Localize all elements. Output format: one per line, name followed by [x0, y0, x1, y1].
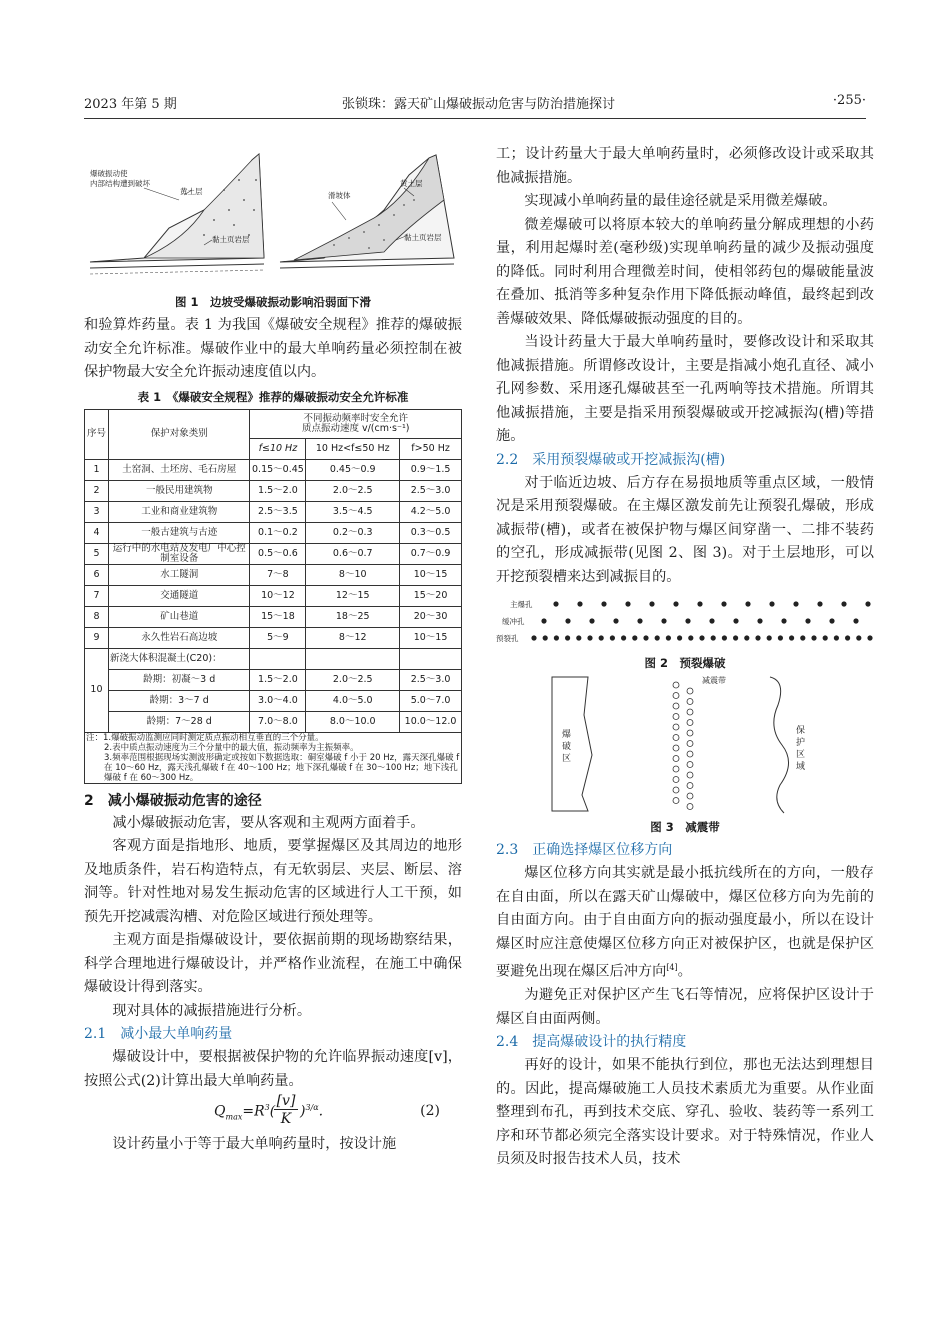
fig3-zone2-char2: 护: [796, 738, 806, 748]
section-2-heading: 2 减小爆破振动危害的途径: [84, 792, 262, 809]
borehole-dot: [769, 601, 774, 606]
fig3-zone1-char1: 爆: [562, 730, 572, 740]
borehole-dot: [829, 618, 834, 623]
borehole-dot: [841, 601, 846, 606]
eq-dot: .: [318, 1103, 324, 1120]
th-group-line1: 不同振动频率时安全允许: [303, 412, 408, 424]
borehole-dot: [699, 635, 704, 640]
borehole-dot: [845, 635, 850, 640]
left-paragraph-7: 设计药量小于等于最大单响药量时，按设计施: [112, 1136, 397, 1152]
borehole-dot: [755, 635, 760, 640]
eq-numerator: [v]: [274, 1093, 298, 1110]
table-cell: 9: [85, 627, 109, 648]
table-cell: 水工隧洞: [108, 564, 250, 585]
borehole-dot: [867, 635, 872, 640]
table-cell: 交通隧道: [108, 585, 250, 606]
empty-hole: [687, 804, 693, 810]
borehole-dot: [745, 601, 750, 606]
figure-2-drawing: [496, 593, 874, 651]
table-cell: 7.0～8.0: [250, 711, 306, 732]
borehole-dot: [856, 635, 861, 640]
borehole-dot: [733, 635, 738, 640]
borehole-dot: [637, 618, 642, 623]
eq-denominator: K: [280, 1111, 292, 1127]
table-cell: 0.45～0.9: [306, 459, 400, 480]
eq-number: (2): [420, 1103, 440, 1119]
empty-hole: [673, 703, 679, 709]
th-freq-high: f>50 Hz: [400, 438, 462, 459]
borehole-dot: [823, 635, 828, 640]
empty-hole: [673, 714, 679, 720]
left-paragraph-1: 和验算炸药量。表 1 为我国《爆破安全规程》推荐的爆破振动安全允许标准。爆破作业中的最大单响药量必须控制在被保护物最大安全允许振动速度值以内。: [84, 317, 462, 380]
table-cell: 1: [85, 459, 109, 480]
table-cell: 一般古建筑与古迹: [108, 522, 250, 543]
borehole-dot: [543, 635, 548, 640]
fig3-zone1-char2: 破: [562, 742, 572, 752]
borehole-dot: [817, 601, 822, 606]
right-paragraph-6-text: 爆区位移方向其实就是最小抵抗线所在的方向，一般存在自由面，所以在露天矿山爆破中，爆区位移方向为先前的自由面方向。由于自由面方向的振动强度最小，所以在设计爆区时应注意使爆区位移方向正对被保护区，也就是保护区要避免出现在爆区后冲方向: [496, 865, 874, 980]
table-cell: 2: [85, 480, 109, 501]
borehole-dot: [744, 635, 749, 640]
borehole-dot: [643, 635, 648, 640]
table-cell: 0.9～1.5: [400, 459, 462, 480]
right-paragraph-4: 当设计药量大于最大单响药量时，要修改设计和采取其他减振措施。所谓修改设计，主要是指减小炮孔直径、减小孔网参数、采用逐孔爆破甚至一孔两响等技术措施。所谓其他减振措施，主要是指采用预裂爆破或开挖减振沟(槽)等措施。: [496, 334, 874, 444]
empty-hole: [687, 772, 693, 778]
page-number: ·255·: [832, 93, 866, 108]
empty-hole: [673, 777, 679, 783]
right-paragraph-7: 为避免正对保护区产生飞石等情况，应将保护区设计于爆区自由面两侧。: [496, 987, 874, 1027]
figure-2: [496, 593, 874, 651]
table-cell: 4.2～5.0: [400, 501, 462, 522]
empty-hole: [673, 682, 679, 688]
borehole-dot: [778, 635, 783, 640]
citation-4[interactable]: [4]: [666, 963, 678, 972]
empty-hole: [687, 709, 693, 715]
table-note-2: 2.表中质点振动速度为三个分量中的最大值，振动频率为主振频率。: [104, 742, 359, 753]
table-row: [85, 627, 462, 648]
table-cell: 8～12: [306, 627, 400, 648]
table-cell: 工业和商业建筑物: [108, 501, 250, 522]
table-cell: 6: [85, 564, 109, 585]
table-cell: 7: [85, 585, 109, 606]
table-cell: 3.0～4.0: [250, 690, 306, 711]
table-cell: 3.5～4.5: [306, 501, 400, 522]
running-header: [84, 93, 866, 117]
borehole-dot: [834, 635, 839, 640]
row10-sub2-obj: 龄期：3～7 d: [108, 690, 250, 711]
borehole-dot: [610, 635, 615, 640]
table-cell: 8: [85, 606, 109, 627]
empty-hole: [687, 783, 693, 789]
table-cell: 0.2～0.3: [306, 522, 400, 543]
table-cell: 12～15: [306, 585, 400, 606]
fig1-left-panel: [90, 154, 264, 274]
borehole-dot: [632, 635, 637, 640]
table-cell: 20～30: [400, 606, 462, 627]
eq-pow: 3: [264, 1103, 270, 1112]
table-1-caption: 表 1 《爆破安全规程》推荐的爆破振动安全允许标准: [137, 389, 409, 404]
eq-fraction: [274, 1093, 298, 1128]
table-cell: 2.5～3.0: [400, 480, 462, 501]
borehole-dot: [625, 601, 630, 606]
empty-hole: [687, 699, 693, 705]
fig3-blast-zone: [552, 677, 592, 811]
borehole-dot: [599, 635, 604, 640]
left-column: [84, 140, 462, 1157]
borehole-dot: [793, 601, 798, 606]
table-cell: 2.0～2.5: [306, 480, 400, 501]
borehole-dot: [554, 635, 559, 640]
borehole-dot: [649, 601, 654, 606]
borehole-dot: [811, 635, 816, 640]
empty-hole: [673, 766, 679, 772]
row10-title: 新浇大体积混凝土(C20)：: [108, 648, 250, 669]
borehole-dot: [757, 618, 762, 623]
table-cell: 1.5～2.0: [250, 669, 306, 690]
table-cell: 5～9: [250, 627, 306, 648]
table-cell: 2.0～2.5: [306, 669, 400, 690]
eq-close: )$^{3/\alpha}$.: [300, 1103, 324, 1120]
table-cell: 一般民用建筑物: [108, 480, 250, 501]
fig3-zone2-char4: 域: [796, 762, 806, 772]
row10-sub1-obj: 龄期：初凝～3 d: [108, 669, 250, 690]
left-paragraph-4: 主观方面是指爆破设计，要依据前期的现场勘察结果，科学合理地进行爆破设计，并严格作业流程，在施工中确保爆破设计得到落实。: [84, 932, 462, 995]
fig3-zone2-char1: 保: [796, 726, 806, 736]
table-cell: 15～18: [250, 606, 306, 627]
table-cell: 0.7～0.9: [400, 543, 462, 564]
table-cell: 矿山巷道: [108, 606, 250, 627]
empty-hole: [687, 751, 693, 757]
right-paragraph-1: 工；设计药量大于最大单响药量时，必须修改设计或采取其他减振措施。: [496, 146, 874, 186]
borehole-dot: [767, 635, 772, 640]
right-paragraph-2: 实现减小单响药量的最佳途径就是采用微差爆破。: [524, 193, 837, 209]
borehole-dot: [565, 635, 570, 640]
borehole-dot: [531, 635, 536, 640]
borehole-dot: [589, 618, 594, 623]
table-row: [85, 459, 462, 480]
table-cell: 8～10: [306, 564, 400, 585]
fig1-right-panel: [280, 155, 454, 268]
borehole-dot: [711, 635, 716, 640]
table-note-3: 3.频率范围根据现场实测波形确定或按如下数据选取：硐室爆破 f 小于 20 Hz，露天深孔爆破 f 在 10～60 Hz，露天浅孔爆破 f 在 40～100 Hz；地下深孔爆破 f 在 30～100 Hz；地下浅孔爆破 f 在 60～300 Hz。: [104, 752, 460, 783]
table-cell: 7～8: [250, 564, 306, 585]
fig1-label-slide: 滑坡体: [328, 191, 351, 200]
right-paragraph-6-end: 。: [677, 963, 692, 980]
table-cell: 2.5～3.5: [250, 501, 306, 522]
fig2-label-buffer: 缓冲孔: [502, 617, 525, 626]
right-paragraph-6: [496, 862, 874, 984]
issue-label: 2023 年第 5 期: [84, 97, 177, 112]
borehole-dot: [685, 618, 690, 623]
th-no: 序号: [85, 409, 109, 459]
table-row: [85, 564, 462, 585]
empty-hole: [673, 798, 679, 804]
borehole-dot: [677, 635, 682, 640]
fig3-protect-boundary: [770, 677, 789, 813]
empty-hole: [673, 693, 679, 699]
table-row: [85, 501, 462, 522]
right-paragraph-3: 微差爆破可以将原本较大的单响药量分解成理想的小药量，利用起爆时差(毫秒级)实现单响药量的减少及振动强度的降低。同时利用合理微差时间，使相邻药包的爆破能量波在叠加、抵消等多种复杂作用下降低振动峰值，最终起到改善爆破效果、降低爆破振动强度的目的。: [496, 216, 874, 327]
right-column: [496, 143, 874, 1172]
eq-exponent: 3/α: [305, 1103, 319, 1112]
row10-sub3-obj: 龄期：7～28 d: [108, 711, 250, 732]
th-group: [250, 409, 462, 438]
borehole-dot: [666, 635, 671, 640]
table-cell: 土窑洞、土坯房、毛石房屋: [108, 459, 250, 480]
empty-hole: [687, 741, 693, 747]
table-cell: 10～15: [400, 627, 462, 648]
borehole-dot: [613, 618, 618, 623]
left-paragraph-5: 现对具体的减振措施进行分析。: [112, 1002, 312, 1019]
borehole-dot: [541, 618, 546, 623]
empty-hole: [673, 745, 679, 751]
table-cell: 运行中的水电站及发电厂中心控制室设备: [108, 543, 250, 564]
borehole-dot: [721, 601, 726, 606]
header-rule: [84, 118, 866, 119]
fig1-label-vibration: 爆破振动使: [90, 169, 128, 178]
table-cell: 0.1～0.2: [250, 522, 306, 543]
fig1-label-shale-2: 黏土页岩层: [404, 233, 442, 242]
th-object: 保护对象类别: [108, 409, 250, 459]
table-cell: 10.0～12.0: [400, 711, 462, 732]
borehole-dot: [805, 618, 810, 623]
borehole-dot: [781, 618, 786, 623]
fig2-label-main: 主爆孔: [510, 600, 533, 609]
eq-r: =R: [242, 1103, 265, 1120]
table-cell: 2.5～3.0: [400, 669, 462, 690]
table-row: [85, 522, 462, 543]
borehole-dot: [709, 618, 714, 623]
fig1-label-loess-2: 黄土层: [400, 179, 423, 188]
eq-lhs: $Q_{max}=R^3$(: [214, 1103, 276, 1122]
borehole-dot: [688, 635, 693, 640]
figure-1-drawing: [84, 140, 462, 290]
fig2-label-presplit: 预裂孔: [496, 634, 519, 643]
table-cell: 18～25: [306, 606, 400, 627]
table-cell: 0.5～0.6: [250, 543, 306, 564]
eq-sub: max: [225, 1112, 243, 1122]
borehole-dot: [865, 601, 870, 606]
table-row: [85, 480, 462, 501]
empty-hole: [673, 735, 679, 741]
left-paragraph-6: 爆破设计中，要根据被保护物的允许临界振动速度[v]，按照公式(2)计算出最大单响药量。: [84, 1049, 462, 1089]
table-row: [85, 543, 462, 564]
figure-3: [496, 675, 874, 815]
table-cell: 5: [85, 543, 109, 564]
left-paragraph-2: 减小爆破振动危害，要从客观和主观两方面着手。: [112, 814, 425, 831]
table-cell: 15～20: [400, 585, 462, 606]
figure-1-caption: 图 1 边坡受爆破振动影响沿弱面下滑: [174, 295, 371, 309]
equation-2: [84, 1093, 462, 1133]
borehole-dot: [577, 601, 582, 606]
section-2-2-heading: 2.2 采用预裂爆破或开挖减振沟(槽): [496, 451, 726, 468]
empty-hole: [673, 787, 679, 793]
figure-3-caption: 图 3 减震带: [650, 820, 720, 834]
borehole-dot: [587, 635, 592, 640]
left-paragraph-3: 客观方面是指地形、地质，要掌握爆区及其周边的地形及地质条件，岩石构造特点，有无软弱层、夹层、断层、溶洞等。针对性地对易发生振动危害的区域进行人工干预，如预先开挖减震沟槽、对危险区域进行预处理等。: [84, 838, 462, 925]
fig3-zone1-char3: 区: [562, 754, 572, 764]
borehole-dot: [553, 601, 558, 606]
th-freq-mid: 10 Hz<f≤50 Hz: [306, 438, 400, 459]
table-cell: 10～12: [250, 585, 306, 606]
table-cell: 0.3～0.5: [400, 522, 462, 543]
borehole-dot: [565, 618, 570, 623]
empty-hole: [673, 756, 679, 762]
table-cell: 永久性岩石高边坡: [108, 627, 250, 648]
table-1: [84, 409, 462, 784]
borehole-dot: [576, 635, 581, 640]
row10-no: 10: [85, 648, 109, 732]
empty-hole: [673, 724, 679, 730]
table-cell: 5.0～7.0: [400, 690, 462, 711]
table-row: [85, 585, 462, 606]
table-cell: 4: [85, 522, 109, 543]
table-cell: 0.6～0.7: [306, 543, 400, 564]
fig1-label-loess: 黄土层: [180, 187, 203, 196]
borehole-dot: [673, 601, 678, 606]
table-cell: 10～15: [400, 564, 462, 585]
fig1-label-shale: 黏土页岩层: [212, 235, 250, 244]
th-freq-low: f≤10 Hz: [250, 438, 306, 459]
borehole-dot: [733, 618, 738, 623]
section-2-1-heading: 2.1 减小最大单响药量: [84, 1026, 233, 1042]
section-2-3-heading: 2.3 正确选择爆区位移方向: [496, 842, 673, 858]
table-cell: 4.0～5.0: [306, 690, 400, 711]
borehole-dot: [722, 635, 727, 640]
section-2-4-heading: 2.4 提高爆破设计的执行精度: [496, 1034, 687, 1051]
figure-3-drawing: [496, 675, 874, 815]
eq-q: Q: [214, 1103, 226, 1120]
table-cell: 8.0～10.0: [306, 711, 400, 732]
table-cell: 1.5～2.0: [250, 480, 306, 501]
empty-hole: [687, 730, 693, 736]
table-row: [85, 606, 462, 627]
figure-2-caption: 图 2 预裂爆破: [644, 656, 726, 670]
borehole-dot: [697, 601, 702, 606]
table-note-1: 注：1.爆破振动监测应同时测定质点振动相互垂直的三个分量。: [86, 732, 324, 743]
borehole-dot: [601, 601, 606, 606]
right-paragraph-8: 再好的设计，如果不能执行到位，那也无法达到理想目的。因此，提高爆破施工人员技术素质尤为重要。从作业面整理到布孔，再到技术交底、穿孔、验收、装药等一系列工序和环节都必须完全落实设计要求。对于特殊情况，作业人员须及时报告技术人员，技术: [496, 1057, 874, 1168]
borehole-dot: [853, 618, 858, 623]
figure-1: [84, 140, 462, 290]
th-group-line2: 质点振动速度 v/(cm·s⁻¹): [301, 422, 410, 434]
article-title: 张锁珠：露天矿山爆破振动危害与防治措施探讨: [342, 97, 616, 112]
borehole-dot: [789, 635, 794, 640]
empty-hole: [687, 688, 693, 694]
table-cell: 0.15～0.45: [250, 459, 306, 480]
borehole-dot: [800, 635, 805, 640]
table-cell: 3: [85, 501, 109, 522]
empty-hole: [687, 762, 693, 768]
fig3-zone2-char3: 区: [796, 750, 806, 760]
empty-hole: [687, 720, 693, 726]
borehole-dot: [655, 635, 660, 640]
right-paragraph-5: 对于临近边坡、后方存在易损地质等重点区域，一般情况是采用预裂爆破。在主爆区激发前先让预裂孔爆破，形成减振带(槽)，或者在被保护物与爆区间穿凿一、二排不装药的空孔，形成减振带(见图 2、图 3)。对于土层地形，可以开挖预裂槽来达到减振目的。: [496, 474, 874, 585]
fig3-band-label: 减震带: [702, 676, 726, 685]
borehole-dot: [621, 635, 626, 640]
borehole-dot: [661, 618, 666, 623]
table-notes: [85, 732, 462, 783]
fig1-label-vibration-2: 内部结构遭到破坏: [90, 179, 150, 188]
empty-hole: [687, 793, 693, 799]
